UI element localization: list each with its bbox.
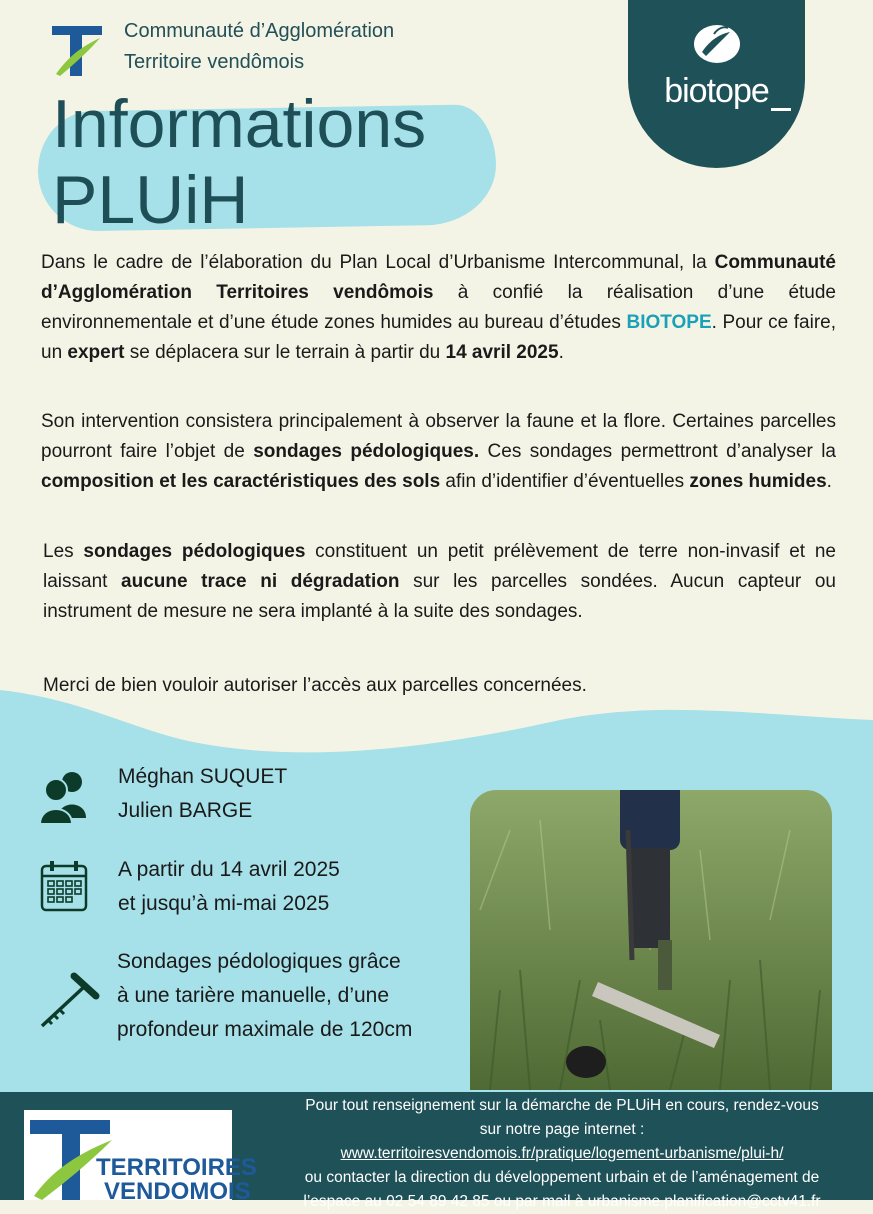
- biotope-wordmark: biotope: [664, 72, 769, 110]
- field-photo: [470, 790, 832, 1090]
- person-1: Méghan SUQUET: [118, 765, 288, 788]
- paragraph-3: Les sondages pédologiques constituent un petit prélèvement de terre non-invasif et ne laissant aucune trace ni dégradation sur les parcelles sondées. Aucun capteur ou instrument de mesure ne sera implanté à la suite des sondages.: [43, 541, 836, 622]
- person-2: Julien BARGE: [118, 799, 253, 822]
- footer-text: [252, 1094, 872, 1214]
- tool-line-3: profondeur maximale de 120cm: [117, 1018, 413, 1041]
- paragraph-2: Son intervention consistera principalement à observer la faune et la flore. Certaines parcelles pourront faire l’objet de sondages pédologiques. Ces sondages permettront d’analyser la composition et les caractéristiques des sols afin d’identifier d’éventuelles zones humides.: [41, 411, 836, 492]
- website-link[interactable]: www.territoiresvendomois.fr/pratique/logement-urbanisme/plui-h/: [340, 1145, 784, 1162]
- territoires-logo-small: [48, 22, 108, 80]
- tool-line-2: à une tarière manuelle, d’une: [117, 984, 390, 1007]
- people-icon: [40, 768, 90, 824]
- calendar-icon: [40, 860, 90, 914]
- page-title: [52, 86, 426, 238]
- people-info: [118, 760, 287, 828]
- footer-line-3: ou contacter la direction du développement urbain et de l’aménagement de: [304, 1169, 820, 1186]
- paragraph-1: Dans le cadre de l’élaboration du Plan Local d’Urbanisme Intercommunal, la Communauté d’Agglomération Territoires vendômois à confié la réalisation d’une étude environnementale et d’une étude zones humides au bureau d’études BIOTOPE. Pour ce faire, un expert se déplacera sur le terrain à partir du 14 avril 2025.: [41, 252, 836, 363]
- tool-info: [117, 945, 412, 1047]
- title-line-2: PLUiH: [52, 162, 249, 238]
- biotope-highlight: BIOTOPE: [626, 312, 712, 333]
- dates-info: [118, 853, 340, 921]
- organization-name: [124, 16, 394, 78]
- biotope-underline: [771, 108, 791, 111]
- logo-text-2: VENDOMOIS: [104, 1178, 251, 1205]
- title-line-1: Informations: [52, 86, 427, 162]
- butterfly-icon: [692, 22, 742, 66]
- footer-line-1: Pour tout renseignement sur la démarche de PLUiH en cours, rendez-vous: [305, 1097, 819, 1114]
- footer-line-4: l’espace au 02 54 89 42 85 ou par mail à urbanisme.planification@cctv41.fr: [303, 1193, 821, 1210]
- dates-line-1: A partir du 14 avril 2025: [118, 858, 340, 881]
- territoires-vendomois-logo: [24, 1110, 257, 1205]
- dates-line-2: et jusqu’à mi-mai 2025: [118, 892, 330, 915]
- paragraph-4: Merci de bien vouloir autoriser l’accès aux parcelles concernées.: [43, 675, 587, 696]
- footer-line-2: sur notre page internet :: [479, 1121, 645, 1138]
- tool-line-1: Sondages pédologiques grâce: [117, 950, 401, 973]
- org-line-2: Territoire vendômois: [124, 51, 305, 73]
- auger-icon: [38, 968, 100, 1030]
- logo-text-1: TERRITOIRES: [96, 1154, 257, 1181]
- org-line-1: Communauté d’Agglomération: [124, 20, 395, 42]
